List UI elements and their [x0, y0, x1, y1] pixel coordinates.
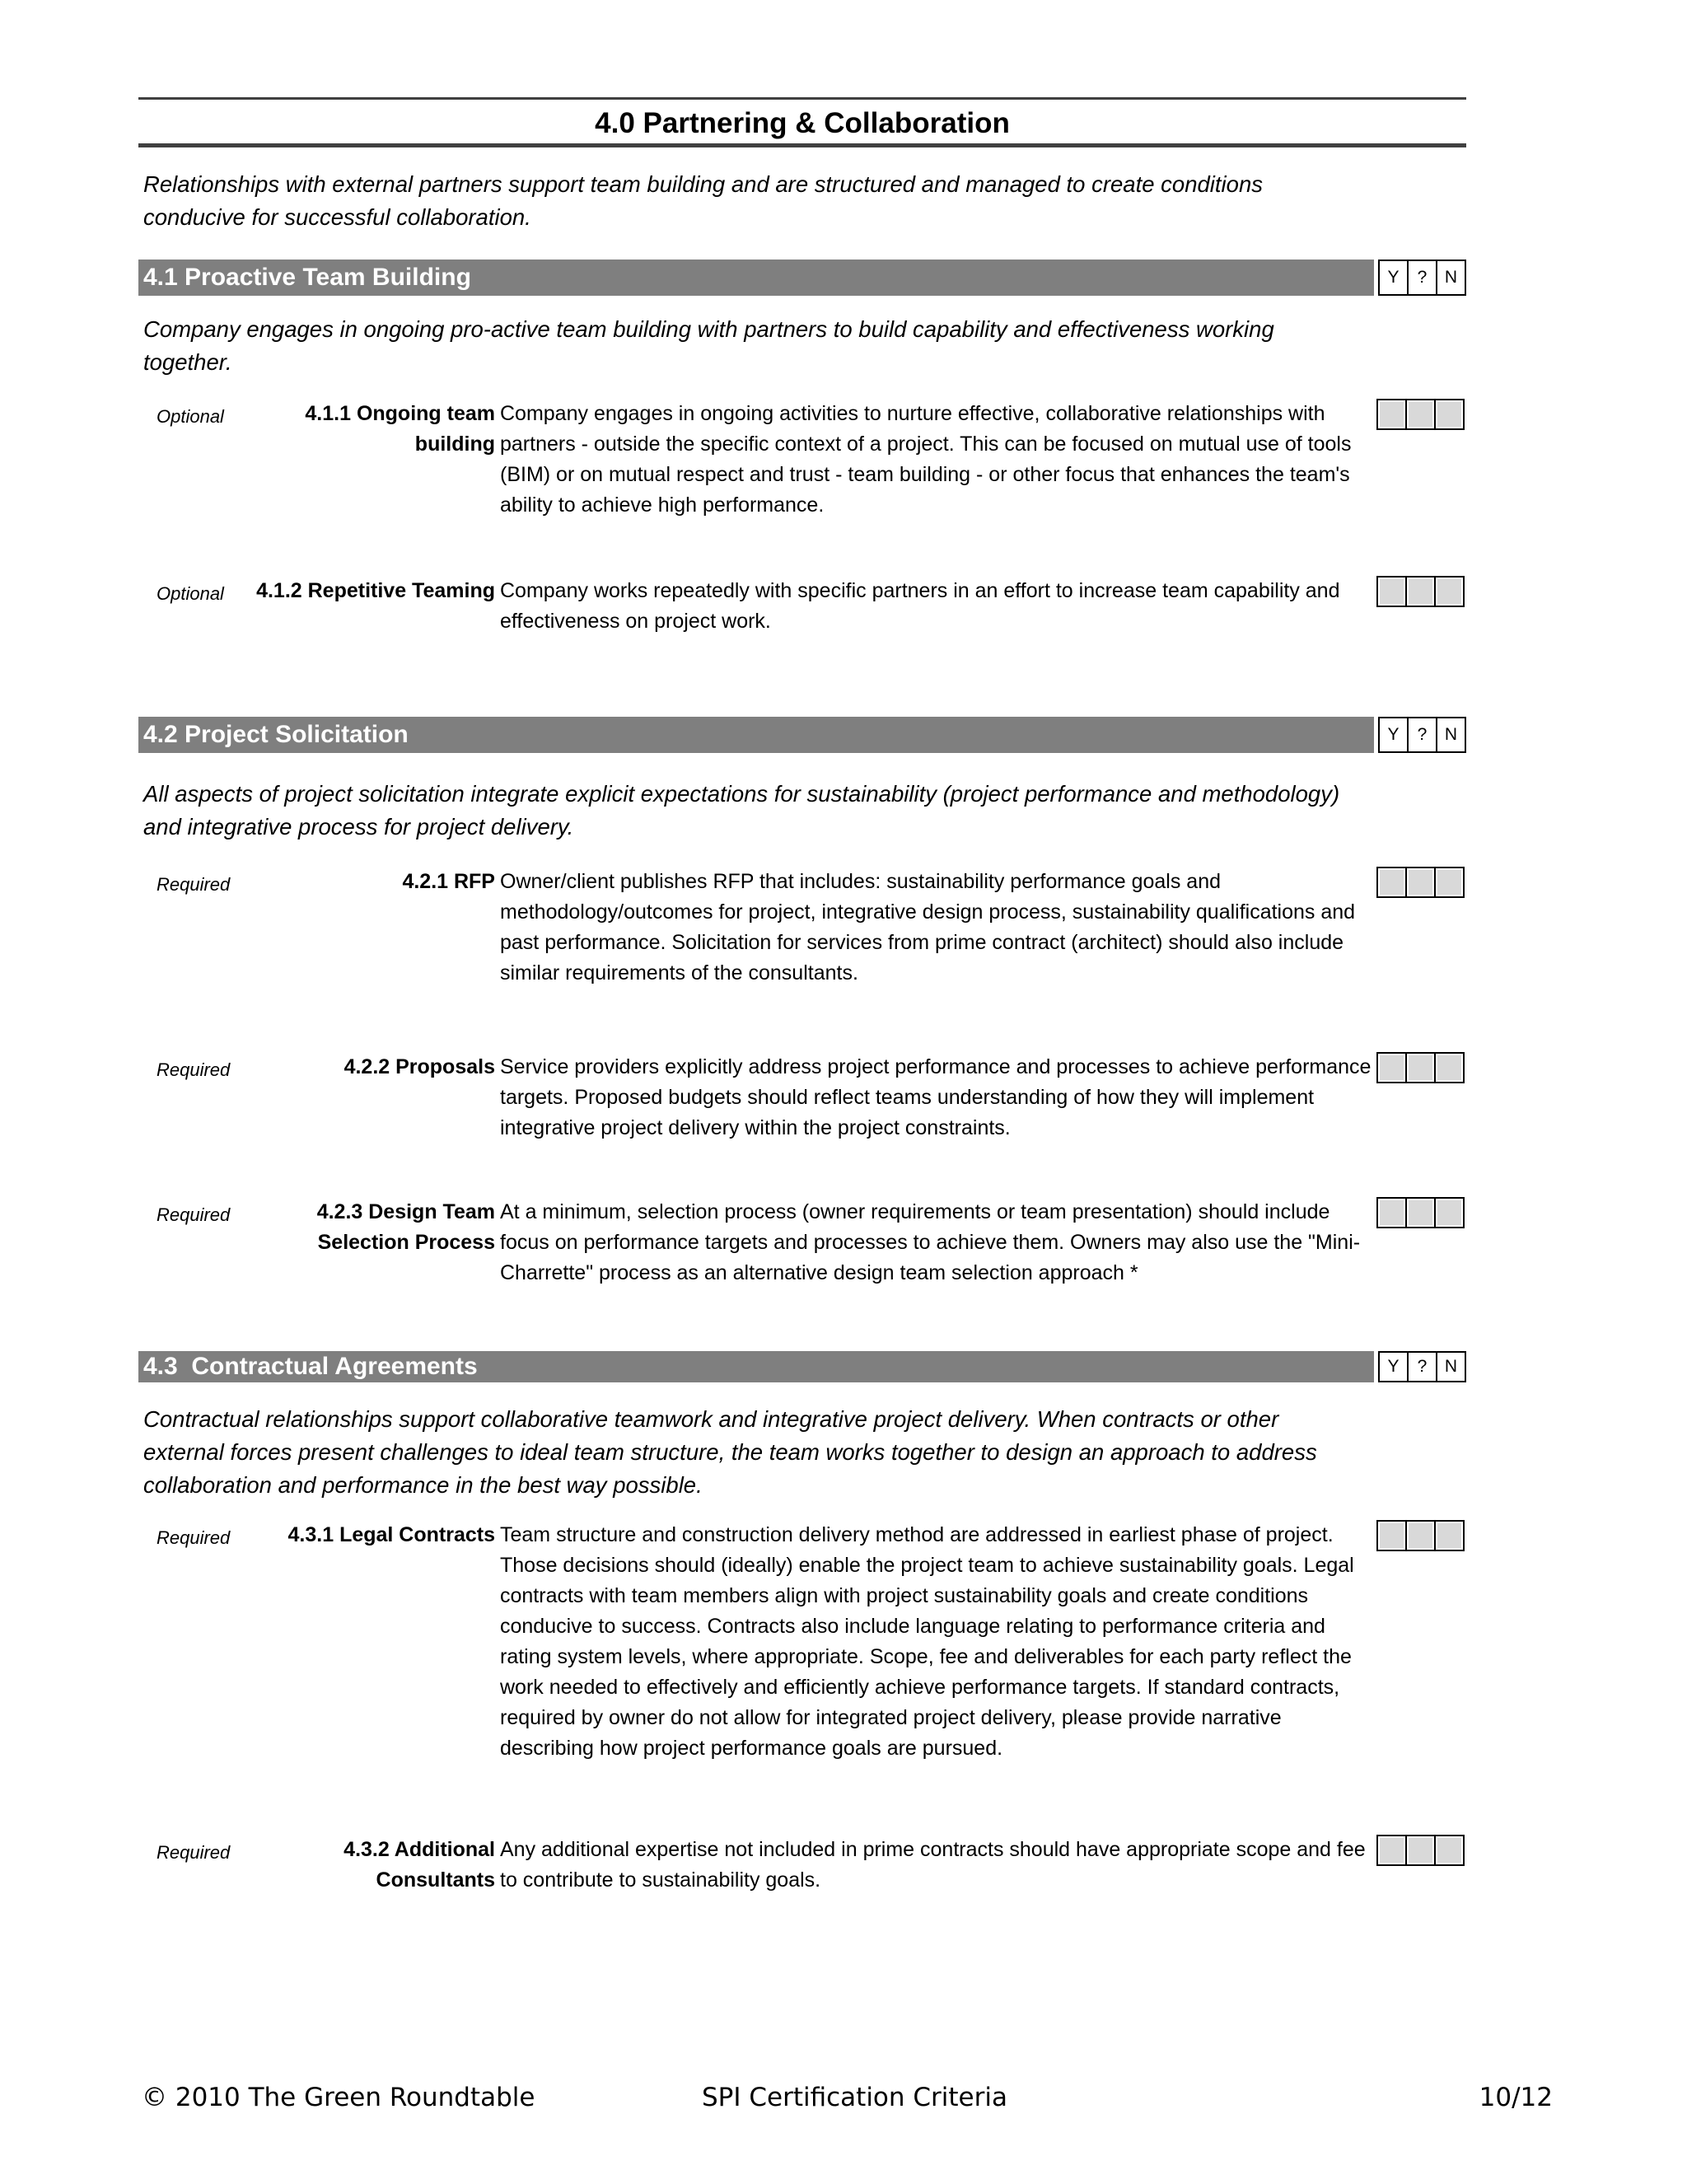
ynq-header-4-3 [1378, 1351, 1466, 1382]
unsure-label: ? [1407, 260, 1437, 296]
section-description-4-2: All aspects of project solicitation integrate explicit expectations for sustainability (project performance and methodology) and integrative process for project delivery. [143, 781, 1340, 839]
unsure-label: ? [1407, 1351, 1437, 1382]
no-label: N [1436, 260, 1466, 296]
top-rule [138, 97, 1466, 100]
yes-checkbox[interactable] [1376, 1052, 1407, 1083]
unsure-checkbox[interactable] [1405, 1835, 1436, 1866]
ynq-header-4-2 [1378, 717, 1466, 753]
requirement-level: Required [157, 1842, 231, 1863]
page-intro: Relationships with external partners support team building and are structured and managed to create conditions conducive for successful collaboration. [143, 171, 1263, 230]
unsure-checkbox[interactable] [1405, 1197, 1436, 1228]
section-description-4-3: Contractual relationships support collaborative teamwork and integrative project delivery. When contracts or other external forces present challenges to ideal team structure, the team works together to design an approach to address collaboration and performance in the best way possible. [143, 1406, 1317, 1498]
yes-label: Y [1378, 260, 1409, 296]
no-checkbox[interactable] [1434, 867, 1465, 898]
item-description: Owner/client publishes RFP that includes: sustainability performance goals and methodology/outcomes for project, integrative design process, sustainability qualifications and past performance. Solicitation for services from prime contract (architect) should also include similar requirements of the consultants. [500, 870, 1356, 984]
item-name: 4.1.2 Repetitive Teaming [256, 579, 495, 602]
item-name: 4.2.2 Proposals [343, 1055, 495, 1078]
unsure-checkbox[interactable] [1405, 1052, 1436, 1083]
footer-document-title: SPI Certification Criteria [702, 2083, 1007, 2112]
item-name: 4.2.1 RFP [402, 870, 495, 893]
no-checkbox[interactable] [1434, 576, 1465, 607]
response-boxes [1376, 1052, 1465, 1083]
section-header-4-3: 4.3 Contractual Agreements [138, 1351, 1374, 1382]
item-description: Team structure and construction delivery method are addressed in earliest phase of project. Those decisions should (ideally) enable the project team to achieve sustainability goals. Legal contracts with team members align with project sustainability goals and create conditions conducive to success. Contracts also include language relating to performance criteria and rating system levels, where appropriate. Scope, fee and deliverables for each party reflect the work needed to effectively and efficiently achieve performance targets. If standard contracts, required by owner do not allow for integrated project delivery, please provide narrative describing how project performance goals are pursued. [500, 1523, 1354, 1760]
yes-label: Y [1378, 717, 1409, 753]
yes-checkbox[interactable] [1376, 399, 1407, 430]
unsure-label: ? [1407, 717, 1437, 753]
yes-checkbox[interactable] [1376, 867, 1407, 898]
footer-page-number: 10/12 [1479, 2083, 1553, 2112]
no-checkbox[interactable] [1434, 1835, 1465, 1866]
no-label: N [1436, 1351, 1466, 1382]
response-boxes [1376, 1197, 1465, 1228]
yes-checkbox[interactable] [1376, 1520, 1407, 1551]
unsure-checkbox[interactable] [1405, 576, 1436, 607]
yes-checkbox[interactable] [1376, 576, 1407, 607]
response-boxes [1376, 1835, 1465, 1866]
requirement-level: Optional [157, 406, 224, 427]
no-checkbox[interactable] [1434, 1520, 1465, 1551]
yes-checkbox[interactable] [1376, 1197, 1407, 1228]
no-checkbox[interactable] [1434, 1052, 1465, 1083]
item-name: 4.3.1 Legal Contracts [287, 1523, 495, 1546]
title-underline [138, 143, 1466, 147]
footer-copyright: © 2010 The Green Roundtable [142, 2083, 535, 2112]
response-boxes [1376, 576, 1465, 607]
requirement-level: Required [157, 1527, 231, 1548]
item-name: 4.2.3 Design Team Selection Process [316, 1200, 495, 1254]
ynq-header-4-1 [1378, 260, 1466, 296]
requirement-level: Required [157, 1204, 231, 1225]
item-name: 4.1.1 Ongoing team building [305, 402, 495, 456]
yes-label: Y [1378, 1351, 1409, 1382]
section-header-4-1: 4.1 Proactive Team Building [138, 260, 1374, 296]
response-boxes [1376, 399, 1465, 430]
item-description: At a minimum, selection process (owner requirements or team presentation) should include focus on performance targets and processes to achieve them. Owners may also use the "Mini-Charrette" process as an alternative design team selection approach * [500, 1200, 1361, 1284]
item-description: Company engages in ongoing activities to nurture effective, collaborative relationships with partners - outside the specific context of a project. This can be focused on mutual use of tools (BIM) or on mutual respect and trust - team building - or other focus that enhances the team's ability to achieve high performance. [500, 402, 1352, 517]
unsure-checkbox[interactable] [1405, 399, 1436, 430]
item-description: Service providers explicitly address project performance and processes to achieve performance targets. Proposed budgets should reflect teams understanding of how they will implement integrative project delivery within the project constraints. [500, 1055, 1372, 1139]
requirement-level: Optional [157, 583, 224, 604]
unsure-checkbox[interactable] [1405, 867, 1436, 898]
response-boxes [1376, 867, 1465, 898]
response-boxes [1376, 1520, 1465, 1551]
yes-checkbox[interactable] [1376, 1835, 1407, 1866]
no-label: N [1436, 717, 1466, 753]
no-checkbox[interactable] [1434, 399, 1465, 430]
item-description: Company works repeatedly with specific partners in an effort to increase team capability and effectiveness on project work. [500, 579, 1340, 633]
requirement-level: Required [157, 874, 231, 895]
requirement-level: Required [157, 1059, 231, 1080]
item-description: Any additional expertise not included in prime contracts should have appropriate scope and fee to contribute to sustainability goals. [500, 1838, 1366, 1892]
section-description-4-1: Company engages in ongoing pro-active team building with partners to build capability and effectiveness working together. [143, 316, 1274, 375]
no-checkbox[interactable] [1434, 1197, 1465, 1228]
unsure-checkbox[interactable] [1405, 1520, 1436, 1551]
section-header-4-2: 4.2 Project Solicitation [138, 717, 1374, 753]
item-name: 4.3.2 Additional Consultants [343, 1838, 495, 1892]
page-title: 4.0 Partnering & Collaboration [595, 107, 1010, 139]
